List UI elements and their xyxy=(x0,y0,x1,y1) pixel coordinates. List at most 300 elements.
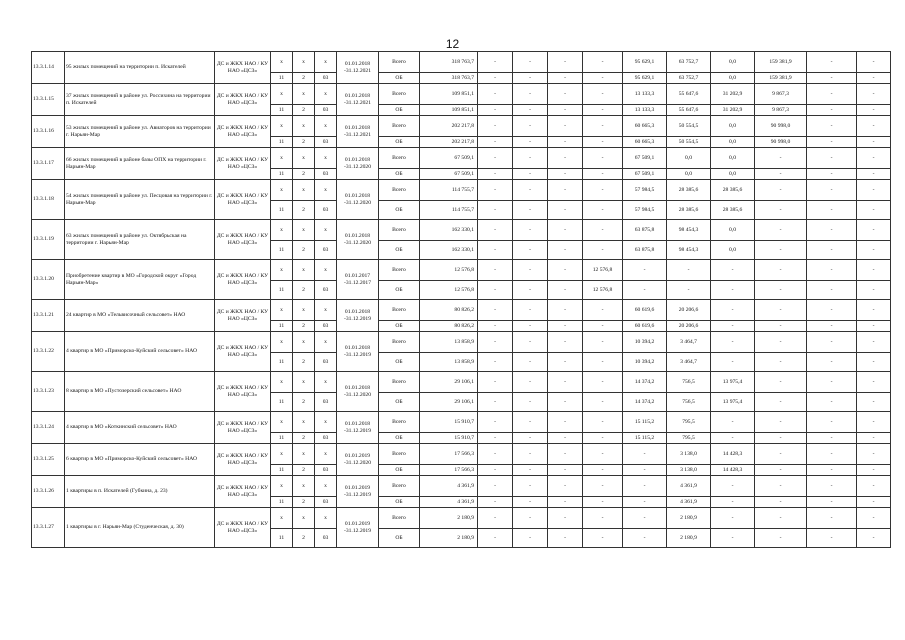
row-value: 63 752,7 xyxy=(667,73,711,84)
row-value: 2 180,9 xyxy=(667,508,711,529)
row-code: 11 xyxy=(271,105,293,116)
row-code: х xyxy=(293,476,315,497)
row-value: - xyxy=(583,497,623,508)
row-value: - xyxy=(548,105,583,116)
row-code: х xyxy=(293,148,315,169)
row-value: - xyxy=(857,476,891,497)
row-code: 03 xyxy=(315,465,337,476)
row-value: - xyxy=(513,412,548,433)
row-value: - xyxy=(755,220,807,241)
row-code: х xyxy=(271,180,293,201)
row-code: 03 xyxy=(315,281,337,300)
row-code: х xyxy=(315,444,337,465)
row-code: 03 xyxy=(315,169,337,180)
row-source: ОБ xyxy=(379,433,420,444)
row-value: 31 202,9 xyxy=(711,84,755,105)
row-value: - xyxy=(478,260,513,281)
row-value: - xyxy=(548,260,583,281)
row-value: - xyxy=(667,260,711,281)
row-value: - xyxy=(807,281,857,300)
row-value: - xyxy=(857,260,891,281)
row-value: - xyxy=(548,201,583,220)
row-value: - xyxy=(807,105,857,116)
row-value: 0,0 xyxy=(711,241,755,260)
row-executor: ДС и ЖКХ НАО / КУ НАО «ЦСЗ» xyxy=(215,508,271,548)
row-code: 03 xyxy=(315,433,337,444)
row-source: ОБ xyxy=(379,529,420,548)
row-value: - xyxy=(513,465,548,476)
row-value: - xyxy=(807,321,857,332)
row-value: 57 984,5 xyxy=(623,201,667,220)
row-value: 114 755,7 xyxy=(420,180,478,201)
row-code: 2 xyxy=(293,169,315,180)
row-code: х xyxy=(293,260,315,281)
row-value: - xyxy=(548,465,583,476)
row-value: - xyxy=(807,393,857,412)
row-value: 15 115,2 xyxy=(623,412,667,433)
row-name: 6 квартир в МО «Приморско-Куйский сельсовет» НАО xyxy=(65,444,215,476)
row-value: - xyxy=(478,169,513,180)
row-code: 11 xyxy=(271,497,293,508)
row-value: - xyxy=(623,260,667,281)
row-value: - xyxy=(478,372,513,393)
row-value: 3 138,0 xyxy=(667,465,711,476)
row-code: х xyxy=(315,180,337,201)
row-value: - xyxy=(857,332,891,353)
row-value: - xyxy=(548,180,583,201)
row-value: - xyxy=(583,84,623,105)
row-code: х xyxy=(315,300,337,321)
row-value: - xyxy=(478,220,513,241)
row-value: - xyxy=(548,393,583,412)
row-name: Приобретение квартир в МО «Городской округ «Город Нарьян-Мар» xyxy=(65,260,215,300)
row-source: ОБ xyxy=(379,73,420,84)
row-value: - xyxy=(478,444,513,465)
row-value: - xyxy=(711,332,755,353)
row-value: - xyxy=(755,281,807,300)
row-value: 0,0 xyxy=(667,169,711,180)
row-value: - xyxy=(857,73,891,84)
row-value: - xyxy=(857,281,891,300)
row-value: - xyxy=(711,300,755,321)
row-source: Всего xyxy=(379,148,420,169)
row-value: 28 385,6 xyxy=(667,180,711,201)
row-value: - xyxy=(513,300,548,321)
row-value: - xyxy=(513,201,548,220)
row-name: 37 жилых помещений в районе ул. Россихина на территории п. Искателей xyxy=(65,84,215,116)
row-value: - xyxy=(548,332,583,353)
row-value: 3 138,0 xyxy=(667,444,711,465)
row-value: - xyxy=(513,508,548,529)
row-value: - xyxy=(857,412,891,433)
table-row xyxy=(32,300,905,321)
row-value: 109 851,1 xyxy=(420,84,478,105)
row-code: 11 xyxy=(271,241,293,260)
row-value: - xyxy=(583,444,623,465)
row-value: - xyxy=(548,137,583,148)
row-value: - xyxy=(667,281,711,300)
row-value: 20 206,6 xyxy=(667,321,711,332)
row-number: 13.3.1.25 xyxy=(32,444,65,476)
row-code: 03 xyxy=(315,201,337,220)
row-value: - xyxy=(755,148,807,169)
row-value: 14 374,2 xyxy=(623,393,667,412)
row-value: - xyxy=(807,508,857,529)
row-value: 67 509,1 xyxy=(623,148,667,169)
row-code: 2 xyxy=(293,353,315,372)
row-value: 159 381,9 xyxy=(755,73,807,84)
row-value: - xyxy=(857,148,891,169)
table-row xyxy=(32,148,905,169)
row-source: ОБ xyxy=(379,137,420,148)
row-value: - xyxy=(513,529,548,548)
row-name: 8 квартир в МО «Пустозерский сельсовет» НАО xyxy=(65,372,215,412)
row-value: - xyxy=(478,393,513,412)
row-value: 10 394,2 xyxy=(623,332,667,353)
row-value: 60 619,6 xyxy=(623,300,667,321)
row-period: 01.01.2018 -31.12.2020 xyxy=(337,220,379,260)
row-code: х xyxy=(271,260,293,281)
row-value: - xyxy=(857,372,891,393)
row-value: 63 752,7 xyxy=(667,52,711,73)
row-value: - xyxy=(711,508,755,529)
row-value: - xyxy=(807,332,857,353)
row-value: 4 361,9 xyxy=(667,476,711,497)
row-number: 13.3.1.21 xyxy=(32,300,65,332)
row-code: х xyxy=(271,372,293,393)
row-value: - xyxy=(807,497,857,508)
row-code: 2 xyxy=(293,73,315,84)
row-value: - xyxy=(513,476,548,497)
row-value: - xyxy=(583,372,623,393)
row-value: - xyxy=(755,529,807,548)
row-value: 12 576,8 xyxy=(420,281,478,300)
row-value: - xyxy=(513,281,548,300)
table-row xyxy=(32,508,905,529)
row-value: 0,0 xyxy=(711,116,755,137)
row-value: - xyxy=(478,321,513,332)
row-value: - xyxy=(755,444,807,465)
row-value: - xyxy=(513,372,548,393)
row-executor: ДС и ЖКХ НАО / КУ НАО «ЦСЗ» xyxy=(215,84,271,116)
row-value: 3 464,7 xyxy=(667,353,711,372)
row-value: - xyxy=(478,52,513,73)
row-source: Всего xyxy=(379,52,420,73)
row-value: 50 554,5 xyxy=(667,137,711,148)
row-value: 13 133,3 xyxy=(623,84,667,105)
row-value: - xyxy=(807,433,857,444)
row-executor: ДС и ЖКХ НАО / КУ НАО «ЦСЗ» xyxy=(215,148,271,180)
row-period: 01.01.2018 -31.12.2019 xyxy=(337,412,379,444)
row-value: - xyxy=(478,529,513,548)
row-value: - xyxy=(478,353,513,372)
row-value: - xyxy=(583,73,623,84)
row-period: 01.01.2017 -31.12.2017 xyxy=(337,260,379,300)
table-row xyxy=(32,220,905,241)
row-name: 63 жилых помещений в районе ул. Октябрьская на территории г. Нарьян-Мар xyxy=(65,220,215,260)
row-value: - xyxy=(513,180,548,201)
row-value: 31 202,9 xyxy=(711,105,755,116)
row-code: 03 xyxy=(315,321,337,332)
row-value: 13 133,3 xyxy=(623,105,667,116)
row-value: - xyxy=(755,241,807,260)
row-value: 29 106,1 xyxy=(420,372,478,393)
row-code: х xyxy=(315,84,337,105)
row-code: 11 xyxy=(271,353,293,372)
row-period: 01.01.2019 -31.12.2020 xyxy=(337,444,379,476)
row-value: 98 454,3 xyxy=(667,220,711,241)
row-value: - xyxy=(548,52,583,73)
row-value: 67 509,1 xyxy=(623,169,667,180)
row-code: 2 xyxy=(293,497,315,508)
row-value: - xyxy=(623,497,667,508)
row-name: 54 жилых помещений в районе ул. Песцовая на территории г. Нарьян-Мар xyxy=(65,180,215,220)
row-value: - xyxy=(583,300,623,321)
row-value: - xyxy=(583,332,623,353)
row-code: 2 xyxy=(293,137,315,148)
row-code: 2 xyxy=(293,281,315,300)
row-value: - xyxy=(755,260,807,281)
row-value: - xyxy=(478,105,513,116)
row-code: 11 xyxy=(271,201,293,220)
row-code: х xyxy=(271,476,293,497)
row-value: - xyxy=(548,476,583,497)
row-code: х xyxy=(315,52,337,73)
row-code: 03 xyxy=(315,529,337,548)
row-code: х xyxy=(271,84,293,105)
row-value: - xyxy=(583,137,623,148)
row-number: 13.3.1.22 xyxy=(32,332,65,372)
row-value: 14 428,3 xyxy=(711,465,755,476)
row-value: - xyxy=(857,300,891,321)
row-code: х xyxy=(315,476,337,497)
row-value: - xyxy=(548,433,583,444)
row-value: - xyxy=(583,169,623,180)
row-name: 24 квартир в МО «Тельвисочный сельсовет» НАО xyxy=(65,300,215,332)
row-code: 11 xyxy=(271,393,293,412)
row-value: 67 509,1 xyxy=(420,148,478,169)
row-value: 90 998,0 xyxy=(755,137,807,148)
row-value: - xyxy=(711,353,755,372)
row-period: 01.01.2018 -31.12.2021 xyxy=(337,116,379,148)
row-source: Всего xyxy=(379,300,420,321)
row-value: - xyxy=(583,201,623,220)
row-source: Всего xyxy=(379,476,420,497)
row-value: - xyxy=(478,201,513,220)
row-value: - xyxy=(583,508,623,529)
row-value: - xyxy=(513,148,548,169)
row-source: ОБ xyxy=(379,465,420,476)
row-value: 4 361,9 xyxy=(420,476,478,497)
row-value: - xyxy=(857,465,891,476)
row-value: - xyxy=(755,169,807,180)
row-value: 2 180,9 xyxy=(420,529,478,548)
row-code: х xyxy=(271,332,293,353)
row-code: 11 xyxy=(271,73,293,84)
row-code: х xyxy=(315,260,337,281)
row-value: 10 394,2 xyxy=(623,353,667,372)
row-number: 13.3.1.27 xyxy=(32,508,65,548)
row-value: 12 576,8 xyxy=(583,260,623,281)
row-value: - xyxy=(857,508,891,529)
row-value: - xyxy=(548,84,583,105)
row-source: ОБ xyxy=(379,321,420,332)
row-value: - xyxy=(548,148,583,169)
row-value: - xyxy=(583,476,623,497)
row-code: х xyxy=(315,332,337,353)
row-value: 4 361,9 xyxy=(420,497,478,508)
table-row xyxy=(32,180,905,201)
row-value: - xyxy=(478,180,513,201)
row-value: 0,0 xyxy=(711,220,755,241)
row-value: 15 115,2 xyxy=(623,433,667,444)
row-value: - xyxy=(623,529,667,548)
row-value: 0,0 xyxy=(711,73,755,84)
row-period: 01.01.2018 -31.12.2019 xyxy=(337,332,379,372)
row-code: 03 xyxy=(315,497,337,508)
row-value: - xyxy=(513,393,548,412)
row-value: 63 875,8 xyxy=(623,241,667,260)
table-row xyxy=(32,372,905,393)
row-value: - xyxy=(583,52,623,73)
row-code: 03 xyxy=(315,105,337,116)
row-period: 01.01.2018 -31.12.2021 xyxy=(337,84,379,116)
row-number: 13.3.1.18 xyxy=(32,180,65,220)
row-executor: ДС и ЖКХ НАО / КУ НАО «ЦСЗ» xyxy=(215,332,271,372)
row-value: - xyxy=(478,116,513,137)
row-value: - xyxy=(623,508,667,529)
row-value: 28 385,6 xyxy=(711,180,755,201)
row-value: - xyxy=(857,433,891,444)
row-value: - xyxy=(583,353,623,372)
row-value: 95 629,1 xyxy=(623,73,667,84)
row-name: 1 квартиры в п. Искателей (Губкина, д. 23) xyxy=(65,476,215,508)
row-source: ОБ xyxy=(379,393,420,412)
row-value: 95 629,1 xyxy=(623,52,667,73)
row-value: - xyxy=(807,116,857,137)
row-value: - xyxy=(807,137,857,148)
row-source: ОБ xyxy=(379,281,420,300)
row-name: 66 жилых помещений в районе базы ОПХ на территории г. Нарьян-Мар xyxy=(65,148,215,180)
row-value: - xyxy=(807,465,857,476)
row-executor: ДС и ЖКХ НАО / КУ НАО «ЦСЗ» xyxy=(215,372,271,412)
row-value: - xyxy=(548,529,583,548)
row-value: 0,0 xyxy=(711,148,755,169)
row-value: - xyxy=(478,73,513,84)
row-code: 2 xyxy=(293,105,315,116)
row-value: - xyxy=(755,412,807,433)
row-value: - xyxy=(755,497,807,508)
row-code: х xyxy=(293,220,315,241)
row-value: - xyxy=(513,444,548,465)
row-value: 0,0 xyxy=(667,148,711,169)
row-name: 4 квартир в МО «Коткинский сельсовет» НАО xyxy=(65,412,215,444)
row-value: 60 665,3 xyxy=(623,137,667,148)
row-executor: ДС и ЖКХ НАО / КУ НАО «ЦСЗ» xyxy=(215,260,271,300)
row-value: 159 381,9 xyxy=(755,52,807,73)
table-row xyxy=(32,412,905,433)
row-period: 01.01.2019 -31.12.2019 xyxy=(337,508,379,548)
row-period: 01.01.2018 -31.12.2021 xyxy=(337,52,379,84)
row-value: - xyxy=(755,180,807,201)
table-row xyxy=(32,116,905,137)
row-value: 28 385,6 xyxy=(711,201,755,220)
row-value: - xyxy=(623,465,667,476)
row-value: 109 851,1 xyxy=(420,105,478,116)
row-code: х xyxy=(271,116,293,137)
row-value: - xyxy=(478,465,513,476)
row-source: Всего xyxy=(379,332,420,353)
row-value: 13 975,4 xyxy=(711,372,755,393)
row-period: 01.01.2019 -31.12.2019 xyxy=(337,476,379,508)
row-source: ОБ xyxy=(379,241,420,260)
row-value: 60 665,3 xyxy=(623,116,667,137)
row-executor: ДС и ЖКХ НАО / КУ НАО «ЦСЗ» xyxy=(215,220,271,260)
row-value: - xyxy=(583,321,623,332)
row-value: - xyxy=(513,241,548,260)
row-code: 2 xyxy=(293,393,315,412)
row-source: Всего xyxy=(379,412,420,433)
row-value: - xyxy=(478,332,513,353)
row-code: х xyxy=(293,52,315,73)
row-value: - xyxy=(583,241,623,260)
row-value: - xyxy=(807,353,857,372)
row-value: 98 454,3 xyxy=(667,241,711,260)
row-value: 318 763,7 xyxy=(420,73,478,84)
row-code: х xyxy=(271,220,293,241)
row-value: - xyxy=(548,73,583,84)
row-value: - xyxy=(755,433,807,444)
row-value: - xyxy=(583,116,623,137)
row-value: - xyxy=(755,465,807,476)
row-value: - xyxy=(548,412,583,433)
row-value: - xyxy=(711,497,755,508)
row-value: - xyxy=(807,169,857,180)
row-value: 63 875,8 xyxy=(623,220,667,241)
row-value: - xyxy=(711,412,755,433)
row-value: - xyxy=(548,444,583,465)
row-value: - xyxy=(807,201,857,220)
row-value: - xyxy=(548,372,583,393)
row-value: - xyxy=(513,353,548,372)
row-code: 11 xyxy=(271,433,293,444)
table-row xyxy=(32,332,905,353)
row-value: - xyxy=(857,169,891,180)
row-executor: ДС и ЖКХ НАО / КУ НАО «ЦСЗ» xyxy=(215,476,271,508)
row-source: ОБ xyxy=(379,497,420,508)
row-value: - xyxy=(478,148,513,169)
row-value: 13 975,4 xyxy=(711,393,755,412)
row-value: - xyxy=(807,529,857,548)
row-value: - xyxy=(583,529,623,548)
row-value: 162 330,1 xyxy=(420,241,478,260)
row-value: - xyxy=(807,300,857,321)
row-number: 13.3.1.17 xyxy=(32,148,65,180)
row-code: 2 xyxy=(293,433,315,444)
row-value: - xyxy=(807,180,857,201)
row-value: - xyxy=(513,260,548,281)
row-executor: ДС и ЖКХ НАО / КУ НАО «ЦСЗ» xyxy=(215,52,271,84)
row-value: - xyxy=(807,476,857,497)
row-source: Всего xyxy=(379,444,420,465)
row-value: - xyxy=(478,433,513,444)
row-value: - xyxy=(583,105,623,116)
row-value: - xyxy=(513,497,548,508)
row-value: - xyxy=(513,52,548,73)
row-name: 1 квартиры в г. Нарьян-Мар (Студенческая, д. 30) xyxy=(65,508,215,548)
row-value: - xyxy=(755,321,807,332)
row-source: Всего xyxy=(379,84,420,105)
